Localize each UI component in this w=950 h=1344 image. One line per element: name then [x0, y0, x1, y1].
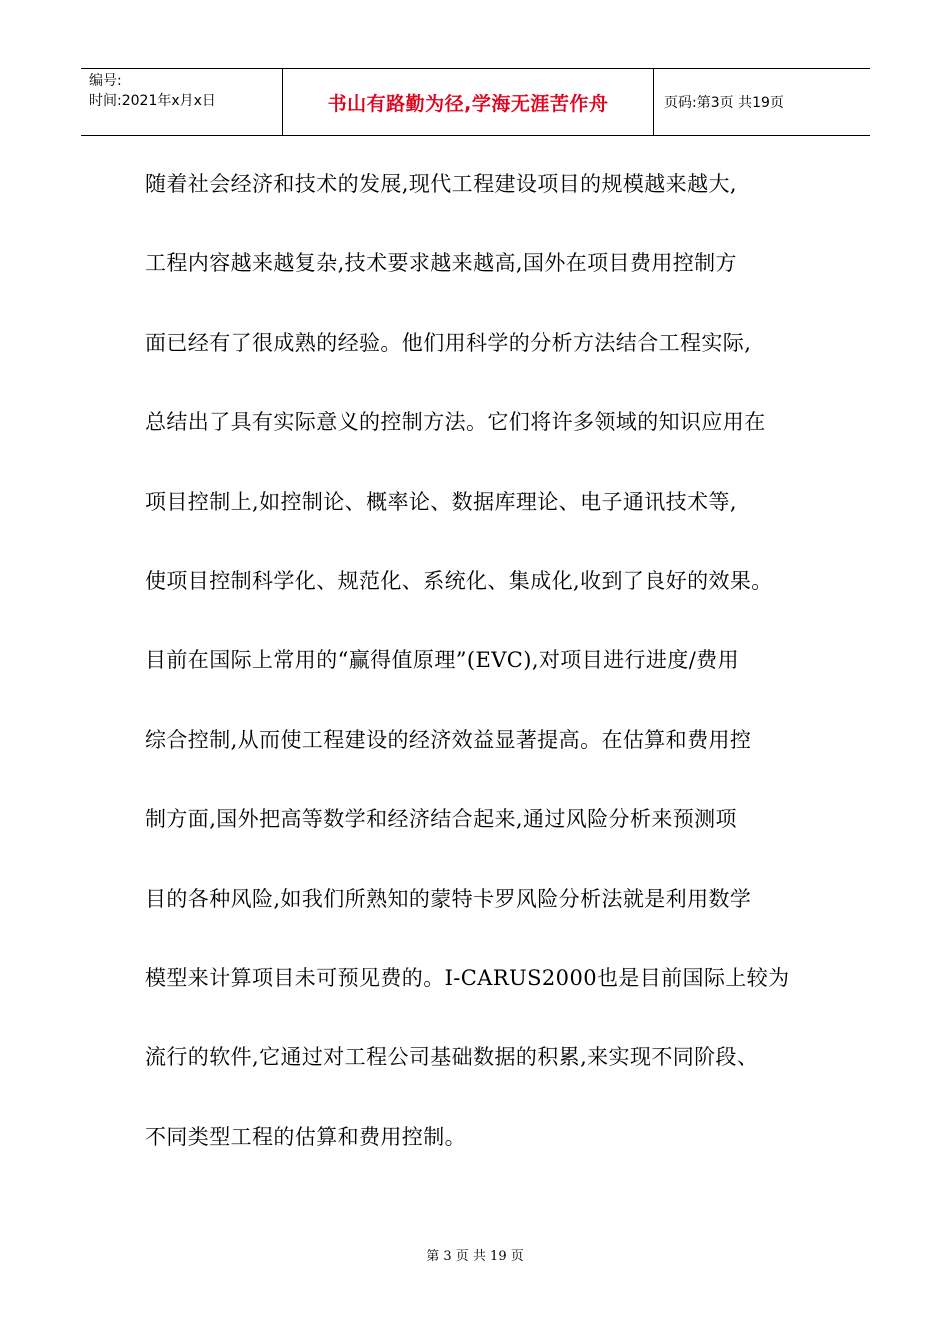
- body-line: 不同类型工程的估算和费用控制。: [145, 1124, 466, 1149]
- body-line: 随着社会经济和技术的发展,现代工程建设项目的规模越来越大,: [145, 172, 737, 196]
- body-line: 综合控制,从而使工程建设的经济效益显著提高。在估算和费用控: [145, 727, 752, 752]
- header-motto: 书山有路勤为径,学海无涯苦作舟: [327, 92, 609, 115]
- body-line: 制方面,国外把高等数学和经济结合起来,通过风险分析来预测项: [145, 807, 737, 832]
- page-footer: [0, 1245, 950, 1264]
- body-line: 项目控制上,如控制论、概率论、数据库理论、电子通讯技术等,: [145, 489, 737, 514]
- header-meta-cell: [81, 69, 282, 135]
- body-line: 流行的软件,它通过对工程公司基础数据的积累,来实现不同阶段、: [145, 1045, 759, 1070]
- body-line: 面已经有了很成熟的经验。他们用科学的分析方法结合工程实际,: [145, 330, 752, 355]
- body-line: 使项目控制科学化、规范化、系统化、集成化,收到了良好的效果。: [145, 568, 773, 593]
- footer-page-number: 第 3 页 共 19 页: [426, 1249, 524, 1264]
- header-page-cell: [654, 69, 870, 135]
- body-line: 总结出了具有实际意义的控制方法。它们将许多领域的知识应用在: [145, 410, 766, 435]
- body-line: 目前在国际上常用的“赢得值原理”(EVC),对项目进行进度/费用: [145, 648, 739, 673]
- body-line: 目的各种风险,如我们所熟知的蒙特卡罗风险分析法就是利用数学: [145, 886, 752, 911]
- body-line: 工程内容越来越复杂,技术要求越来越高,国外在项目费用控制方: [145, 251, 737, 276]
- header-page-info: 页码:第3页 共19页: [664, 95, 784, 111]
- header-motto-cell: [282, 69, 654, 135]
- document-body: [145, 164, 815, 1196]
- body-line: 模型来计算项目未可预见费的。I-CARUS2000也是目前国际上较为: [145, 965, 790, 990]
- document-number-label: 编号:: [89, 73, 122, 89]
- page-header: [81, 68, 870, 136]
- document-time-label: 时间:2021年x月x日: [89, 93, 216, 109]
